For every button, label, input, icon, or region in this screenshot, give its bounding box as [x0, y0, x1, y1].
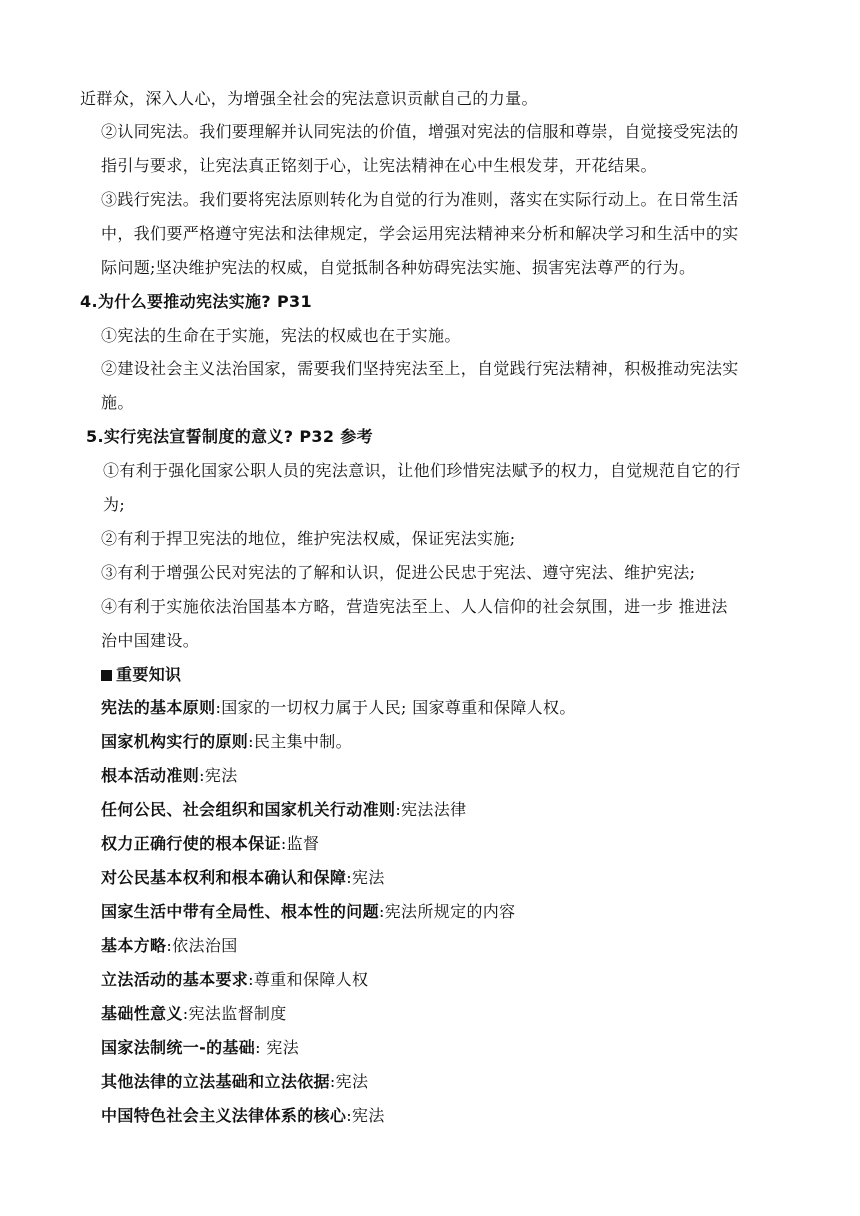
colon-separator: :	[346, 868, 353, 887]
answer-line: ④有利于实施依法治国基本方略，营造宪法至上、人人信仰的社会氛围，进一步 推进法	[101, 597, 728, 616]
knowledge-value: 宪法监督制度	[188, 1004, 287, 1023]
knowledge-item	[101, 935, 238, 957]
colon-separator: :	[395, 800, 402, 819]
knowledge-term: 基础性意义	[101, 1004, 183, 1023]
colon-separator: :	[248, 732, 254, 751]
knowledge-item	[101, 833, 319, 855]
colon-separator: :	[215, 698, 222, 717]
section-heading	[101, 664, 181, 686]
paragraph-line: 中，我们要严格遵守宪法和法律规定，学会运用宪法精神来分析和解决学习和生活中的实	[101, 224, 739, 243]
question-heading: 5.实行宪法宣誓制度的意义? P32 参考	[86, 427, 373, 446]
knowledge-item	[101, 697, 576, 719]
knowledge-term: 基本方略	[101, 936, 167, 955]
black-square-icon	[101, 670, 112, 681]
knowledge-item	[101, 1003, 287, 1025]
knowledge-value: 民主集中制。	[253, 732, 353, 751]
knowledge-value: 宪法法律	[401, 800, 467, 819]
colon-separator: :	[182, 1004, 189, 1023]
question-heading: 4.为什么要推动宪法实施? P31	[80, 292, 313, 311]
answer-line: ②有利于捍卫宪法的地位，维护宪法权威，保证宪法实施;	[101, 529, 516, 548]
colon-separator: :	[248, 970, 254, 989]
colon-separator: :	[346, 1106, 353, 1125]
knowledge-value: 尊重和保障人权	[253, 970, 369, 989]
answer-line: 为;	[103, 495, 126, 514]
knowledge-value: 依法治国	[172, 936, 238, 955]
answer-line: 治中国建设。	[101, 631, 200, 650]
knowledge-item	[101, 1037, 299, 1059]
knowledge-item	[101, 901, 516, 923]
paragraph-line: 近群众，深入人心，为增强全社会的宪法意识贡献自己的力量。	[80, 89, 538, 108]
knowledge-value: 宪法	[352, 868, 385, 887]
colon-separator: :	[329, 1072, 336, 1091]
answer-line: 施。	[101, 393, 134, 412]
colon-separator: :	[378, 902, 385, 921]
section-title: 重要知识	[116, 665, 182, 684]
knowledge-value: 宪法	[204, 766, 238, 785]
knowledge-term: 立法活动的基本要求	[101, 970, 249, 989]
knowledge-item	[101, 799, 466, 821]
colon-separator: :	[166, 936, 173, 955]
knowledge-value: 宪法	[352, 1106, 385, 1125]
answer-line: ③有利于增强公民对宪法的了解和认识，促进公民忠于宪法、遵守宪法、维护宪法;	[101, 563, 696, 582]
knowledge-value: 宪法所规定的内容	[384, 902, 516, 921]
knowledge-value: 国家的一切权力属于人民; 国家尊重和保障人权。	[221, 698, 576, 717]
knowledge-term: 对公民基本权利和根本确认和保障	[101, 868, 347, 887]
knowledge-term: 宪法的基本原则	[101, 698, 216, 717]
colon-separator: :	[255, 1038, 261, 1057]
knowledge-term: 国家法制统一-的基础	[101, 1038, 256, 1057]
knowledge-term: 其他法律的立法基础和立法依据	[101, 1072, 330, 1091]
answer-line: ②建设社会主义法治国家，需要我们坚持宪法至上，自觉践行宪法精神，积极推动宪法实	[101, 359, 739, 378]
colon-separator: :	[280, 834, 287, 853]
knowledge-value: 宪法	[335, 1072, 369, 1091]
paragraph-line: 指引与要求，让宪法真正铭刻于心，让宪法精神在心中生根发芽，开花结果。	[101, 156, 657, 175]
knowledge-term: 国家机构实行的原则	[101, 732, 249, 751]
paragraph-line: 际问题;坚决维护宪法的权威，自觉抵制各种妨碍宪法实施、损害宪法尊严的行为。	[101, 258, 696, 277]
knowledge-term: 国家生活中带有全局性、根本性的问题	[101, 902, 379, 921]
knowledge-item	[101, 765, 238, 787]
paragraph-line: ③践行宪法。我们要将宪法原则转化为自觉的行为准则，落实在实际行动上。在日常生活	[101, 190, 739, 209]
knowledge-item	[101, 969, 368, 991]
paragraph-line: ②认同宪法。我们要理解并认同宪法的价值，增强对宪法的信服和尊崇，自觉接受宪法的	[101, 122, 739, 141]
knowledge-item	[101, 1071, 368, 1093]
knowledge-term: 任何公民、社会组织和国家机关行动准则	[101, 800, 396, 819]
knowledge-term: 权力正确行使的根本保证	[101, 834, 281, 853]
knowledge-value: 宪法	[260, 1038, 300, 1057]
answer-line: ①宪法的生命在于实施，宪法的权威也在于实施。	[101, 326, 461, 345]
knowledge-term: 根本活动准则	[101, 766, 200, 785]
knowledge-item	[101, 731, 352, 753]
knowledge-term: 中国特色社会主义法律体系的核心	[101, 1106, 347, 1125]
knowledge-item	[101, 1105, 385, 1127]
colon-separator: :	[199, 766, 205, 785]
answer-line: ①有利于强化国家公职人员的宪法意识，让他们珍惜宪法赋予的权力，自觉规范自它的行	[103, 461, 741, 480]
knowledge-value: 监督	[286, 834, 320, 853]
knowledge-item	[101, 867, 385, 889]
